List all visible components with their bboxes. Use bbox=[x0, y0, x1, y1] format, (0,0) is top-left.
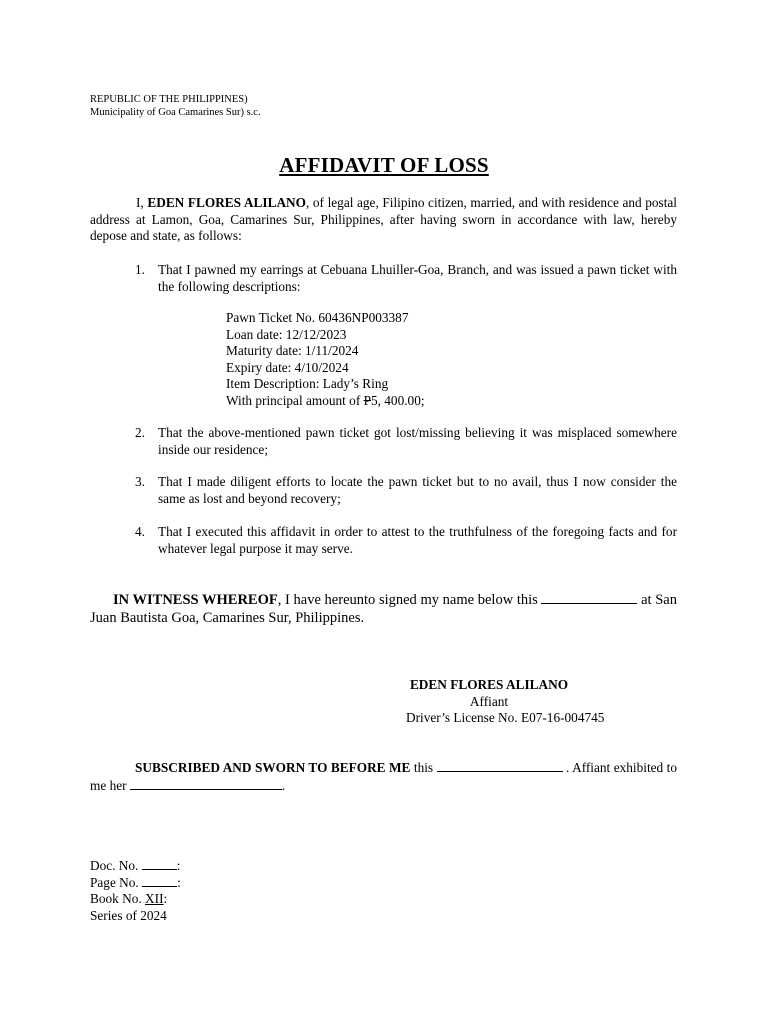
maturity-date: Maturity date: 1/11/2024 bbox=[226, 343, 359, 358]
jurat-paragraph bbox=[90, 759, 677, 794]
item-2 bbox=[90, 425, 677, 458]
item-text: That the above-mentioned pawn ticket got lost/missing believing it was misplaced somewhere inside our residence; bbox=[158, 425, 677, 457]
expiry-date: Expiry date: 4/10/2024 bbox=[226, 359, 349, 375]
item-number: 1. bbox=[135, 262, 145, 277]
date-blank bbox=[541, 591, 637, 604]
doc-blank bbox=[142, 858, 177, 870]
doc-number bbox=[90, 858, 181, 875]
page-number bbox=[90, 875, 181, 892]
jurat-text: this bbox=[410, 760, 437, 775]
intro-pre: I, bbox=[136, 195, 148, 210]
witness-paragraph bbox=[90, 591, 677, 627]
pawn-ticket-details bbox=[226, 310, 425, 409]
principal-value: 5, 400.00; bbox=[370, 392, 425, 408]
item-number: 2. bbox=[135, 425, 145, 440]
affiant-name: EDEN FLORES ALILANO bbox=[147, 195, 306, 210]
signatory-role: Affiant bbox=[469, 693, 509, 709]
jurat-end: . bbox=[281, 777, 286, 793]
venue-header bbox=[90, 93, 261, 119]
loan-date: Loan date: 12/12/2023 bbox=[226, 326, 347, 342]
item-4 bbox=[90, 524, 677, 557]
item-description: Item Description: Lady’s Ring bbox=[226, 376, 389, 391]
page-blank bbox=[142, 875, 177, 887]
principal-label: With principal amount of bbox=[226, 392, 364, 408]
item-number: 4. bbox=[135, 524, 145, 539]
item-1 bbox=[90, 262, 677, 295]
book-value: XII bbox=[145, 891, 164, 906]
jurat-date-blank bbox=[437, 759, 563, 772]
book-colon: : bbox=[163, 891, 168, 906]
item-3 bbox=[90, 474, 677, 507]
book-number bbox=[90, 891, 181, 908]
page-label: Page No. bbox=[90, 874, 143, 890]
id-blank bbox=[130, 777, 282, 790]
doc-label: Doc. No. bbox=[90, 858, 142, 873]
intro-body: , of legal age, Filipino citizen, married, and with residence and postal address at Lamon, Goa, Camarines Sur, Philippines, after having sworn in accordance with law, hereby depose and state, as follows: bbox=[90, 195, 678, 243]
page-colon: : bbox=[177, 874, 181, 890]
signatory-name: EDEN FLORES ALILANO bbox=[409, 677, 569, 692]
signatory-license: Driver’s License No. E07-16-004745 bbox=[406, 710, 605, 725]
series-year: Series of 2024 bbox=[90, 907, 167, 923]
book-label: Book No. bbox=[90, 891, 146, 906]
peso-sign: P bbox=[363, 392, 371, 408]
document-title: AFFIDAVIT OF LOSS bbox=[279, 153, 489, 177]
witness-heading: IN WITNESS WHEREOF bbox=[113, 592, 278, 608]
witness-text: , I have hereunto signed my name below this bbox=[277, 592, 542, 608]
doc-colon: : bbox=[176, 858, 181, 873]
pawn-ticket-number: Pawn Ticket No. 60436NP003387 bbox=[226, 310, 409, 325]
signature-block bbox=[406, 677, 605, 727]
jurat-exhibit-text: . Affiant exhibited to me her bbox=[90, 760, 677, 793]
jurat-heading: SUBSCRIBED AND SWORN TO BEFORE ME bbox=[135, 760, 411, 775]
venue-republic: REPUBLIC OF THE PHILIPPINES) bbox=[90, 94, 248, 105]
item-number: 3. bbox=[135, 474, 145, 489]
item-text: That I made diligent efforts to locate the pawn ticket but to no avail, thus I now consider the same as lost and beyond recovery; bbox=[158, 474, 677, 506]
witness-place: at San Juan Bautista Goa, Camarines Sur, Philippines. bbox=[90, 592, 677, 626]
item-text: That I pawned my earrings at Cebuana Lhuiller-Goa, Branch, and was issued a pawn ticket with the following descriptions: bbox=[158, 262, 677, 294]
notarial-register bbox=[90, 858, 181, 924]
item-text: That I executed this affidavit in order to attest to the truthfulness of the foregoing facts and for whatever legal purpose it may serve. bbox=[158, 524, 677, 556]
venue-municipality: Municipality of Goa Camarines Sur) s.c. bbox=[90, 107, 261, 118]
principal-amount bbox=[226, 393, 425, 410]
intro-paragraph bbox=[90, 195, 677, 245]
